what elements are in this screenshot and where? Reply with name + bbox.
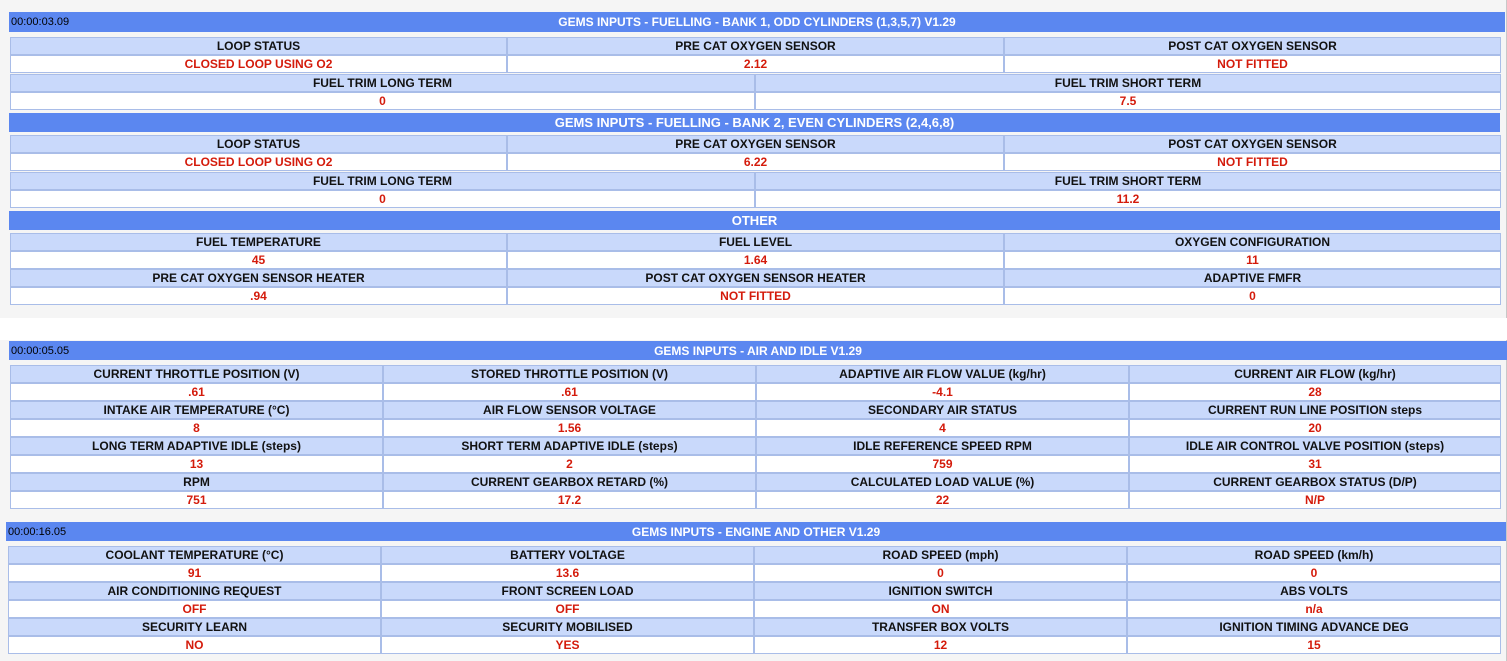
field-value: -4.1 bbox=[756, 383, 1129, 401]
field-label: POST CAT OXYGEN SENSOR HEATER bbox=[507, 269, 1004, 287]
field-value: n/a bbox=[1127, 600, 1501, 618]
field-label: OXYGEN CONFIGURATION bbox=[1004, 233, 1501, 251]
field-label: IGNITION TIMING ADVANCE DEG bbox=[1127, 618, 1501, 636]
field-value: 0 bbox=[1004, 287, 1501, 305]
field-value: 13.6 bbox=[381, 564, 754, 582]
field-value: .61 bbox=[383, 383, 756, 401]
section-header-other bbox=[9, 211, 1500, 230]
field-label: SECURITY MOBILISED bbox=[381, 618, 754, 636]
bank1-status-table bbox=[10, 37, 1501, 73]
field-label: ADAPTIVE AIR FLOW VALUE (kg/hr) bbox=[756, 365, 1129, 383]
field-label: FUEL TRIM SHORT TERM bbox=[755, 172, 1501, 190]
field-label: AIR CONDITIONING REQUEST bbox=[8, 582, 381, 600]
field-value: 1.64 bbox=[507, 251, 1004, 269]
field-label: POST CAT OXYGEN SENSOR bbox=[1004, 37, 1501, 55]
field-value: 13 bbox=[10, 455, 383, 473]
section-header-bank2 bbox=[9, 113, 1500, 132]
field-label: FUEL LEVEL bbox=[507, 233, 1004, 251]
field-label: CURRENT RUN LINE POSITION steps bbox=[1129, 401, 1501, 419]
field-value: N/P bbox=[1129, 491, 1501, 509]
field-label: BATTERY VOLTAGE bbox=[381, 546, 754, 564]
field-value: 4 bbox=[756, 419, 1129, 437]
section-title: GEMS INPUTS - FUELLING - BANK 2, EVEN CYLINDERS (2,4,6,8) bbox=[554, 115, 955, 130]
field-label: IDLE AIR CONTROL VALVE POSITION (steps) bbox=[1129, 437, 1501, 455]
field-value: OFF bbox=[381, 600, 754, 618]
section-title: GEMS INPUTS - ENGINE AND OTHER V1.29 bbox=[631, 524, 881, 539]
field-value: 2 bbox=[383, 455, 756, 473]
field-label: PRE CAT OXYGEN SENSOR bbox=[507, 37, 1004, 55]
field-value: .61 bbox=[10, 383, 383, 401]
field-value: 0 bbox=[754, 564, 1127, 582]
field-value: 1.56 bbox=[383, 419, 756, 437]
field-label: SECONDARY AIR STATUS bbox=[756, 401, 1129, 419]
field-value: 2.12 bbox=[507, 55, 1004, 73]
field-value: 0 bbox=[1127, 564, 1501, 582]
field-label: FUEL TRIM LONG TERM bbox=[10, 74, 755, 92]
field-value: YES bbox=[381, 636, 754, 654]
section-header-bank1 bbox=[9, 12, 1505, 32]
field-value: 31 bbox=[1129, 455, 1501, 473]
field-value: NOT FITTED bbox=[507, 287, 1004, 305]
field-label: CURRENT GEARBOX STATUS (D/P) bbox=[1129, 473, 1501, 491]
engine-table bbox=[8, 546, 1501, 654]
field-label: SHORT TERM ADAPTIVE IDLE (steps) bbox=[383, 437, 756, 455]
field-label: IGNITION SWITCH bbox=[754, 582, 1127, 600]
field-value: 11 bbox=[1004, 251, 1501, 269]
field-label: CURRENT THROTTLE POSITION (V) bbox=[10, 365, 383, 383]
field-label: FUEL TRIM SHORT TERM bbox=[755, 74, 1501, 92]
field-label: ROAD SPEED (mph) bbox=[754, 546, 1127, 564]
field-value: 17.2 bbox=[383, 491, 756, 509]
field-label: FRONT SCREEN LOAD bbox=[381, 582, 754, 600]
field-label: AIR FLOW SENSOR VOLTAGE bbox=[383, 401, 756, 419]
section-title: GEMS INPUTS - FUELLING - BANK 1, ODD CYLINDERS (1,3,5,7) V1.29 bbox=[558, 15, 956, 29]
field-label: LOOP STATUS bbox=[10, 135, 507, 153]
field-value: 28 bbox=[1129, 383, 1501, 401]
other-table bbox=[10, 233, 1501, 305]
field-label: TRANSFER BOX VOLTS bbox=[754, 618, 1127, 636]
bank2-trim-table bbox=[10, 172, 1501, 208]
field-value: 12 bbox=[754, 636, 1127, 654]
field-label: LONG TERM ADAPTIVE IDLE (steps) bbox=[10, 437, 383, 455]
field-value: ON bbox=[754, 600, 1127, 618]
field-label: ROAD SPEED (km/h) bbox=[1127, 546, 1501, 564]
field-label: CURRENT GEARBOX RETARD (%) bbox=[383, 473, 756, 491]
section-header-engine bbox=[6, 522, 1506, 541]
field-value: 91 bbox=[8, 564, 381, 582]
field-label: LOOP STATUS bbox=[10, 37, 507, 55]
field-value: NOT FITTED bbox=[1004, 55, 1501, 73]
field-value: OFF bbox=[8, 600, 381, 618]
field-value: NOT FITTED bbox=[1004, 153, 1501, 171]
timestamp: 00:00:03.09 bbox=[11, 16, 70, 28]
bank2-status-table bbox=[10, 135, 1501, 171]
field-label: STORED THROTTLE POSITION (V) bbox=[383, 365, 756, 383]
field-label: FUEL TRIM LONG TERM bbox=[10, 172, 755, 190]
field-label: IDLE REFERENCE SPEED RPM bbox=[756, 437, 1129, 455]
bank1-trim-table bbox=[10, 74, 1501, 110]
timestamp: 00:00:16.05 bbox=[8, 525, 67, 538]
timestamp: 00:00:05.05 bbox=[11, 344, 70, 357]
field-value: 0 bbox=[10, 190, 755, 208]
field-value: 45 bbox=[10, 251, 507, 269]
field-value: 7.5 bbox=[755, 92, 1501, 110]
field-label: POST CAT OXYGEN SENSOR bbox=[1004, 135, 1501, 153]
field-label: PRE CAT OXYGEN SENSOR bbox=[507, 135, 1004, 153]
section-title: GEMS INPUTS - AIR AND IDLE V1.29 bbox=[654, 343, 862, 358]
field-label: INTAKE AIR TEMPERATURE (°C) bbox=[10, 401, 383, 419]
field-value: 751 bbox=[10, 491, 383, 509]
field-value: NO bbox=[8, 636, 381, 654]
field-label: CALCULATED LOAD VALUE (%) bbox=[756, 473, 1129, 491]
field-value: 15 bbox=[1127, 636, 1501, 654]
field-value: CLOSED LOOP USING O2 bbox=[10, 55, 507, 73]
field-value: .94 bbox=[10, 287, 507, 305]
field-value: 6.22 bbox=[507, 153, 1004, 171]
field-label: ADAPTIVE FMFR bbox=[1004, 269, 1501, 287]
field-label: FUEL TEMPERATURE bbox=[10, 233, 507, 251]
field-label: ABS VOLTS bbox=[1127, 582, 1501, 600]
air-idle-table bbox=[10, 365, 1501, 509]
field-value: 759 bbox=[756, 455, 1129, 473]
field-label: COOLANT TEMPERATURE (°C) bbox=[8, 546, 381, 564]
field-label: PRE CAT OXYGEN SENSOR HEATER bbox=[10, 269, 507, 287]
field-value: 22 bbox=[756, 491, 1129, 509]
field-value: 20 bbox=[1129, 419, 1501, 437]
section-title: OTHER bbox=[731, 213, 778, 228]
field-label: SECURITY LEARN bbox=[8, 618, 381, 636]
field-value: 8 bbox=[10, 419, 383, 437]
field-label: RPM bbox=[10, 473, 383, 491]
field-value: 11.2 bbox=[755, 190, 1501, 208]
section-header-air-idle bbox=[9, 341, 1507, 360]
field-value: 0 bbox=[10, 92, 755, 110]
field-value: CLOSED LOOP USING O2 bbox=[10, 153, 507, 171]
field-label: CURRENT AIR FLOW (kg/hr) bbox=[1129, 365, 1501, 383]
